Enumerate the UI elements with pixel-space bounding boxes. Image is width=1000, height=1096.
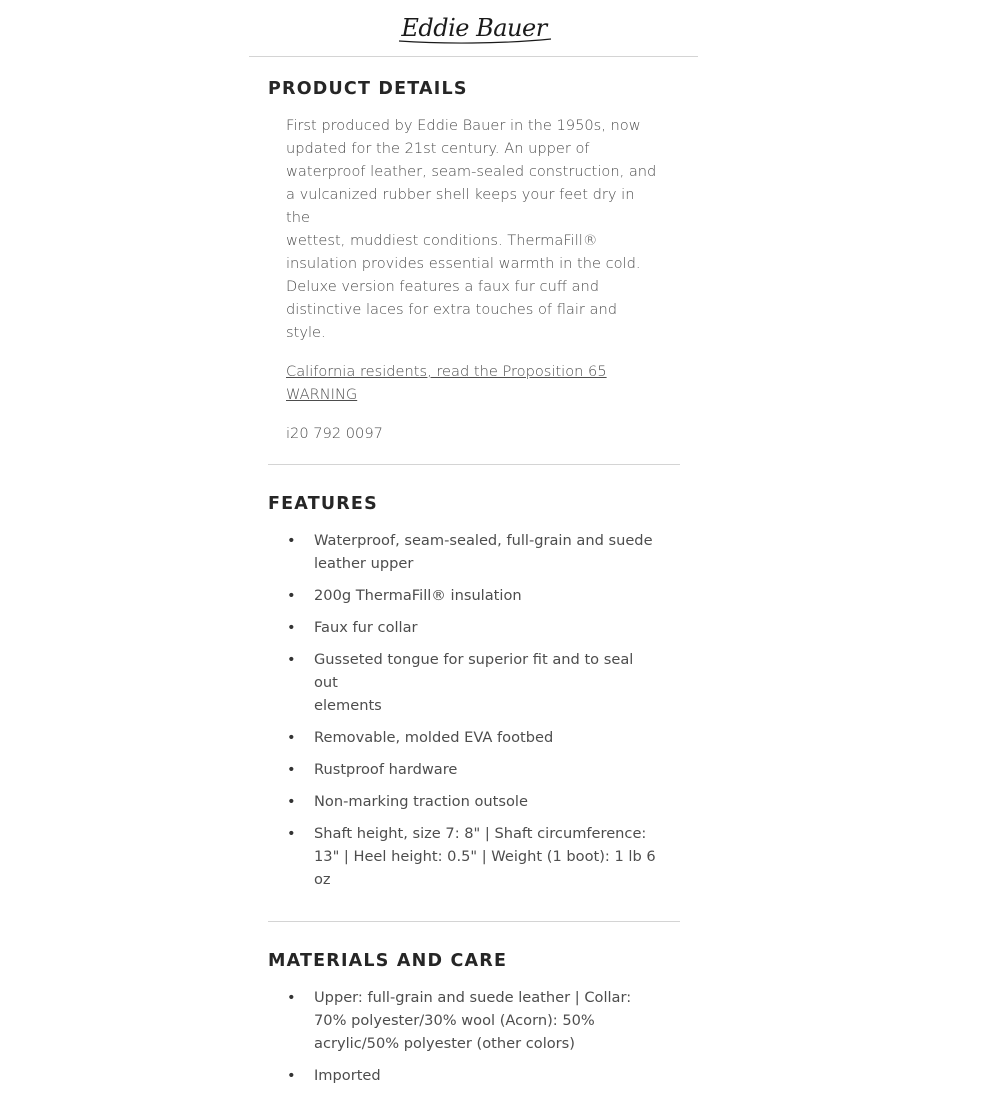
bullet-item <box>268 648 659 717</box>
description-line: waterproof leather, seam-sealed construction, and <box>286 163 657 180</box>
bullet-icon: • <box>287 761 296 778</box>
bullet-item <box>268 790 659 813</box>
bullet-icon: • <box>287 729 296 746</box>
bullet-text-line: 13" | Heel height: 0.5" | Weight (1 boot): 1 lb 6 oz <box>314 848 656 888</box>
bullet-text-line: acrylic/50% polyester (other colors) <box>314 1035 575 1052</box>
bullet-text-line: Rustproof hardware <box>314 761 458 778</box>
bullet-text-line: Shaft height, size 7: 8" | Shaft circumference: <box>314 825 647 842</box>
bullet-text-line: 200g ThermaFill® insulation <box>314 587 522 604</box>
bullet-icon: • <box>287 651 296 668</box>
description-line: First produced by Eddie Bauer in the 1950s, now <box>286 117 641 134</box>
bullet-text-line: 70% polyester/30% wool (Acorn): 50% <box>314 1012 595 1029</box>
materials-heading: MATERIALS AND CARE <box>268 951 508 971</box>
description-line: Deluxe version features a faux fur cuff and <box>286 278 599 295</box>
bullet-item <box>268 529 659 575</box>
bullet-text-line: Upper: full-grain and suede leather | Collar: <box>314 989 632 1006</box>
bullet-item <box>268 726 659 749</box>
bullet-item <box>268 584 659 607</box>
bullet-text-line: Imported <box>314 1067 381 1084</box>
bullet-text-line: Removable, molded EVA footbed <box>314 729 554 746</box>
bullet-text-line: elements <box>314 697 382 714</box>
prop65-link-line[interactable]: WARNING <box>286 386 358 403</box>
logo-wordmark: Eddie Bauer <box>401 14 547 42</box>
prop65-link-wrapper <box>268 360 658 406</box>
bullet-icon: • <box>287 1067 296 1084</box>
bullet-item <box>268 758 659 781</box>
prop65-warning-link[interactable] <box>286 363 607 403</box>
description-line: updated for the 21st century. An upper of <box>286 140 590 157</box>
features-list <box>268 529 680 891</box>
bullet-item <box>268 822 659 891</box>
bullet-icon: • <box>287 825 296 842</box>
description-line: distinctive laces for extra touches of flair and style. <box>286 301 617 341</box>
description-line: insulation provides essential warmth in the cold. <box>286 255 641 272</box>
bullet-icon: • <box>287 587 296 604</box>
product-details-heading: PRODUCT DETAILS <box>268 79 468 99</box>
prop65-link-line[interactable]: California residents, read the Proposition 65 <box>286 363 607 380</box>
description-line: a vulcanized rubber shell keeps your feet dry in the <box>286 186 635 226</box>
bullet-text-line: Faux fur collar <box>314 619 418 636</box>
bullet-icon: • <box>287 989 296 1006</box>
bullet-item <box>268 616 659 639</box>
bullet-icon: • <box>287 793 296 810</box>
features-heading: FEATURES <box>268 494 378 514</box>
item-code: i20 792 0097 <box>286 425 383 442</box>
product-content <box>268 56 680 1096</box>
bullet-item <box>268 1064 659 1087</box>
bullet-text-line: Waterproof, seam-sealed, full-grain and suede <box>314 532 653 549</box>
bullet-text-line: Gusseted tongue for superior fit and to seal out <box>314 651 634 691</box>
bullet-icon: • <box>287 619 296 636</box>
materials-list <box>268 986 680 1087</box>
bullet-item <box>268 986 659 1055</box>
bullet-text-line: leather upper <box>314 555 414 572</box>
eddie-bauer-logo[interactable] <box>391 8 557 48</box>
product-description <box>268 114 658 344</box>
brand-header <box>249 0 698 57</box>
description-line: wettest, muddiest conditions. ThermaFill® <box>286 232 598 249</box>
bullet-text-line: Non-marking traction outsole <box>314 793 528 810</box>
bullet-icon: • <box>287 532 296 549</box>
